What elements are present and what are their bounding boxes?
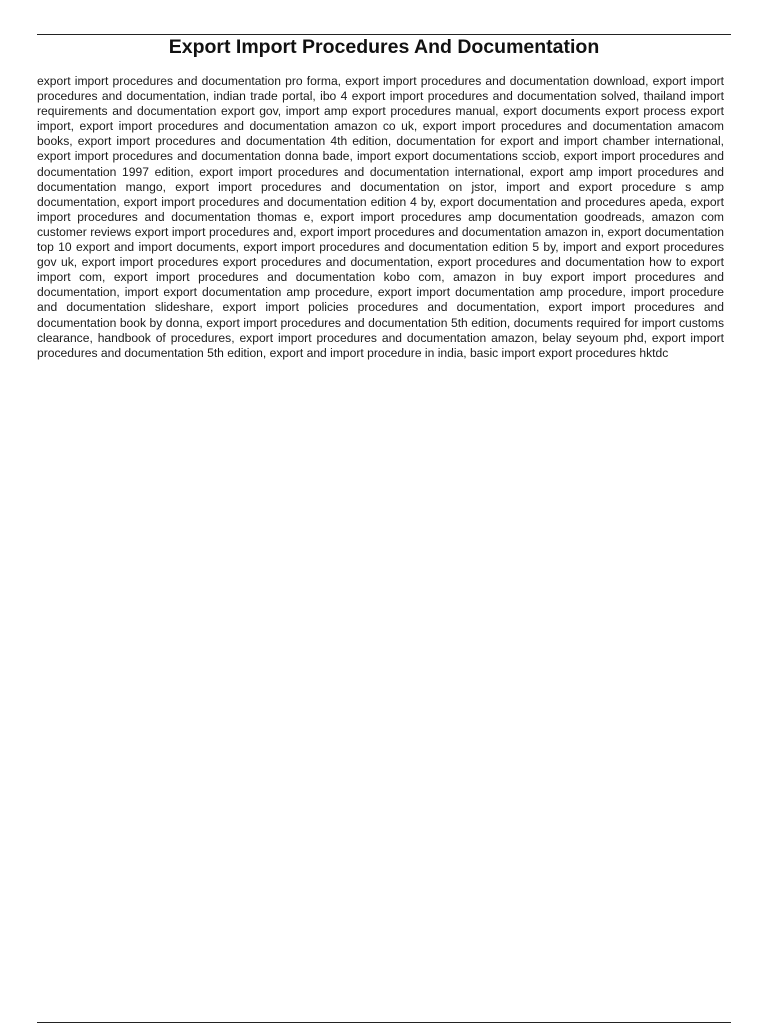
page-title: Export Import Procedures And Documentation xyxy=(168,36,600,58)
bottom-rule xyxy=(37,1022,731,1023)
body-paragraph: export import procedures and documentation pro forma, export import procedures and documentation download, export import procedures and documentation, indian trade portal, ibo 4 export import procedures and documentation solved, thailand import requirements and documentation export gov, import amp export procedures manual, export documents export process export import, export import procedures and documentation amazon co uk, export import procedures and documentation amacom books, export import procedures and documentation 4th edition, documentation for export and import chamber international, export import procedures and documentation donna bade, import export documentations scciob, export import procedures and documentation 1997 edition, export import procedures and documentation international, export amp import procedures and documentation mango, export import procedures and documentation on jstor, import and export procedure s amp documentation, export import procedures and documentation edition 4 by, export documentation and procedures apeda, export import procedures and documentation thomas e, export import procedures amp documentation goodreads, amazon com customer reviews export import procedures and, export import procedures and documentation amazon in, export documentation top 10 export and import documents, export import procedures and documentation edition 5 by, import and export procedures gov uk, export import procedures export procedures and documentation, export procedures and documentation how to export import com, export import procedures and documentation kobo com, amazon in buy export import procedures and documentation, import export documentation amp procedure, export import documentation amp procedure, import procedure and documentation slideshare, export import policies procedures and documentation, export import procedures and documentation book by donna, export import procedures and documentation 5th edition, documents required for import customs clearance, handbook of procedures, export import procedures and documentation amazon, belay seyoum phd, export import procedures and documentation 5th edition, export and import procedure in india, basic import export procedures hktdc xyxy=(37,74,724,360)
